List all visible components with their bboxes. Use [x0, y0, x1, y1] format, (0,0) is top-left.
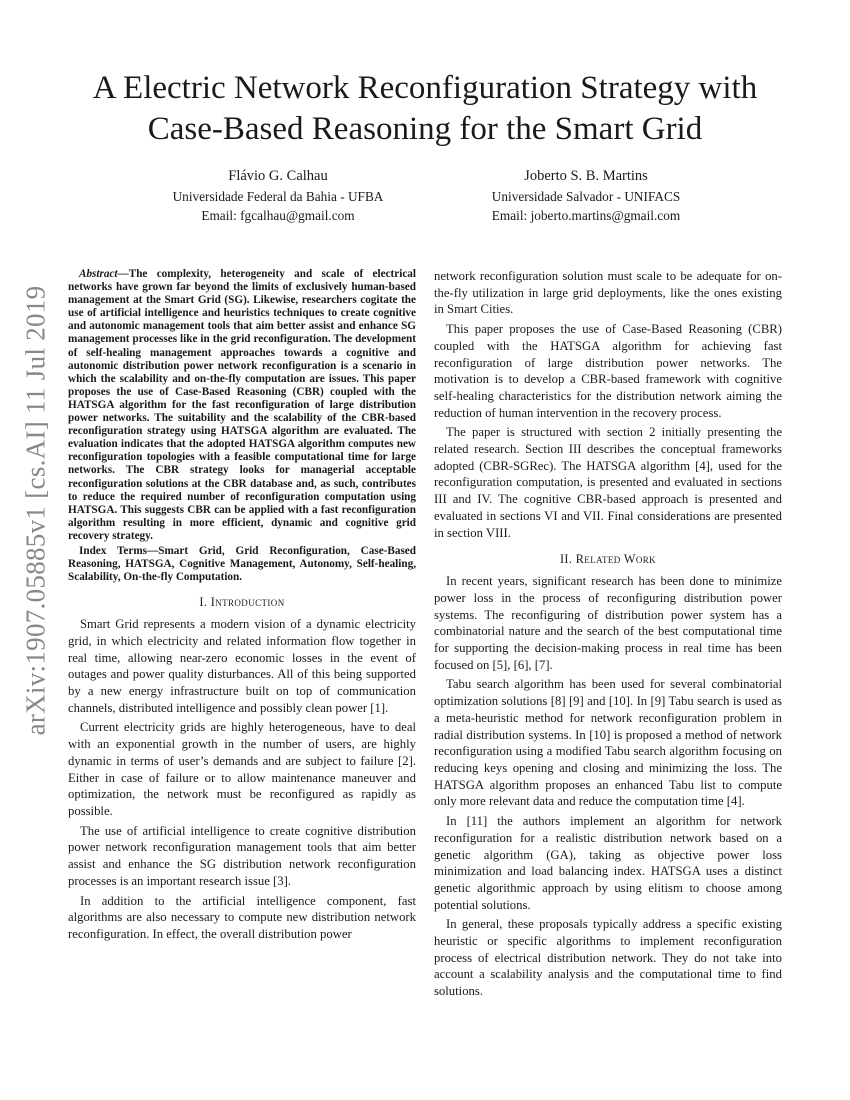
paragraph: Smart Grid represents a modern vision of a dynamic electricity grid, in which electricity and related information flow together in real time, allowing near-zero economic losses in the event of outages and power quality disturbances. All of this being supported by a new energy infrastructure built on top of communication channels, distributed intelligence and possibly clean power [1].: [68, 617, 416, 715]
paragraph: network reconfiguration solution must scale to be adequate for on-the-fly utilization in large grid deployments, like the ones existing in Smart Cities.: [434, 269, 782, 317]
author-name: Joberto S. B. Martins: [524, 168, 648, 184]
title-line-1: A Electric Network Reconfiguration Strategy with: [92, 70, 758, 106]
right-column: [434, 268, 782, 1003]
abstract-dash: —: [117, 268, 129, 280]
paragraph: The use of artificial intelligence to create cognitive distribution power network reconfiguration management tools that aim better assist and enhance the SG distribution network reconfiguration processes is an important research issue [3].: [68, 823, 416, 888]
author-name: Flávio G. Calhau: [228, 168, 328, 184]
paragraph: In general, these proposals typically address a specific existing heuristic or specific algorithms to implement reconfiguration process of electrical distribution network. They do not take into account a scalability analysis and the computational time to find solutions.: [434, 917, 782, 999]
section-heading-related-work: II. Related Work: [559, 552, 657, 567]
author-affiliation: Universidade Federal da Bahia - UFBA: [172, 189, 384, 204]
author-email: Email: joberto.martins@gmail.com: [491, 208, 681, 223]
arxiv-identifier-stamp: [18, 285, 54, 735]
paragraph: Tabu search algorithm has been used for several combinatorial optimization solutions [8] [9] and [10]. In [9] Tabu search is used as a meta-heuristic method for network reconfiguration problem in radial distribution systems. In [10] is proposed a method of network reconfiguration using a modified Tabu search algorithm focusing on reducing keys opening and closing and minimizing the loss. The HATSGA algorithm proposes an enhanced Tabu list to compute only more relevant data and reduce the computation time [4].: [434, 677, 782, 809]
left-column: [68, 268, 416, 946]
paragraph: In [11] the authors implement an algorithm for network reconfiguration for a realistic distribution network based on a genetic algorithm (GA), taking as objective power loss minimization and load balancing index. HATSGA uses a distinct genetic algorithmic approach by using elitism to choose among potential solutions.: [434, 814, 782, 912]
author-block-1: [120, 167, 436, 225]
index-terms-dash: —: [147, 544, 159, 557]
title-line-2: Case-Based Reasoning for the Smart Grid: [147, 111, 703, 147]
paragraph: The paper is structured with section 2 initially presenting the related research. Section III describes the conceptual frameworks adopted (CBR-SGRec). The HATSGA algorithm [4], used for the reconfiguration computation, is presented and evaluated in sections III and IV. The cognitive CBR-based approach is presented and evaluated in sections VI and VII. Final considerations are presented in section VIII.: [434, 425, 782, 540]
abstract: [68, 268, 416, 543]
paragraph: This paper proposes the use of Case-Based Reasoning (CBR) coupled with the HATSGA algorithm for achieving fast reconfiguration of large distribution power networks. The motivation is to develop a CBR-based framework with cognitive self-healing characteristics for the distribution network aiming the reduction of human intervention in the recovery process.: [434, 322, 782, 420]
index-terms-label: Index Terms: [79, 544, 148, 557]
paper-title: [60, 68, 790, 150]
section-heading-introduction: I. Introduction: [199, 595, 285, 610]
arxiv-identifier-text: arXiv:1907.05885v1 [cs.AI] 11 Jul 2019: [20, 285, 51, 735]
paragraph: Current electricity grids are highly heterogeneous, have to deal with an exponential growth in the number of users, are highly dynamic in terms of user’s demands and are subject to failure [2]. Either in case of failure or to allow maintenance maneuver and optimization, the network must be reconfigured as rapidly as possible.: [68, 720, 416, 818]
paragraph: In recent years, significant research has been done to minimize power loss in the process of reconfiguring distribution power systems. The reconfiguring of distribution power system has a combinatorial nature and the search of the best computational time for supporting the decision-making process in real time has been focused on [5], [6], [7].: [434, 574, 782, 672]
abstract-text: The complexity, heterogeneity and scale of electrical networks have grown far beyond the limits of exclusively human-based management at the Smart Grid (SG). Likewise, researchers cogitate the use of artificial intelligence and heuristics techniques to create cognitive and autonomic management tools that aim better assist and enhance SG management processes like in the grid reconfiguration. The development of self-healing management approaches towards a cognitive and autonomic distribution power network reconfiguration is a scenario in which the scalability and on-the-fly computation are issues. This paper proposes the use of Case-Based Reasoning (CBR) coupled with the HATSGA algorithm for the fast reconfiguration of large distribution power networks. The suitability and the scalability of the CBR-based reconfiguration strategy using HATSGA algorithm are evaluated. The evaluation indicates that the adopted HATSGA algorithm computes new reconfiguration topologies with a feasible computational time for large networks. The CBR strategy looks for managerial acceptable reconfiguration solutions at the CBR database and, as such, contributes to reduce the required number of reconfiguration computation using HATSGA. This suggests CBR can be applied with a fast reconfiguration algorithm resulting in more efficient, dynamic and cognitive grid recovery strategy.: [68, 268, 416, 542]
index-terms: [68, 545, 416, 584]
paragraph: In addition to the artificial intelligence component, fast algorithms are also necessary to compute new distribution network reconfiguration. In effect, the overall distribution power: [68, 893, 416, 941]
author-affiliation: Universidade Salvador - UNIFACS: [491, 189, 681, 204]
abstract-label: Abstract: [79, 268, 118, 280]
author-block-2: [428, 167, 744, 225]
index-terms-text: Smart Grid, Grid Reconfiguration, Case-Based Reasoning, HATSGA, Cognitive Management, Autonomy, Self-healing, Scalability, On-the-fly Computation.: [68, 544, 416, 584]
author-email: Email: fgcalhau@gmail.com: [201, 208, 355, 223]
